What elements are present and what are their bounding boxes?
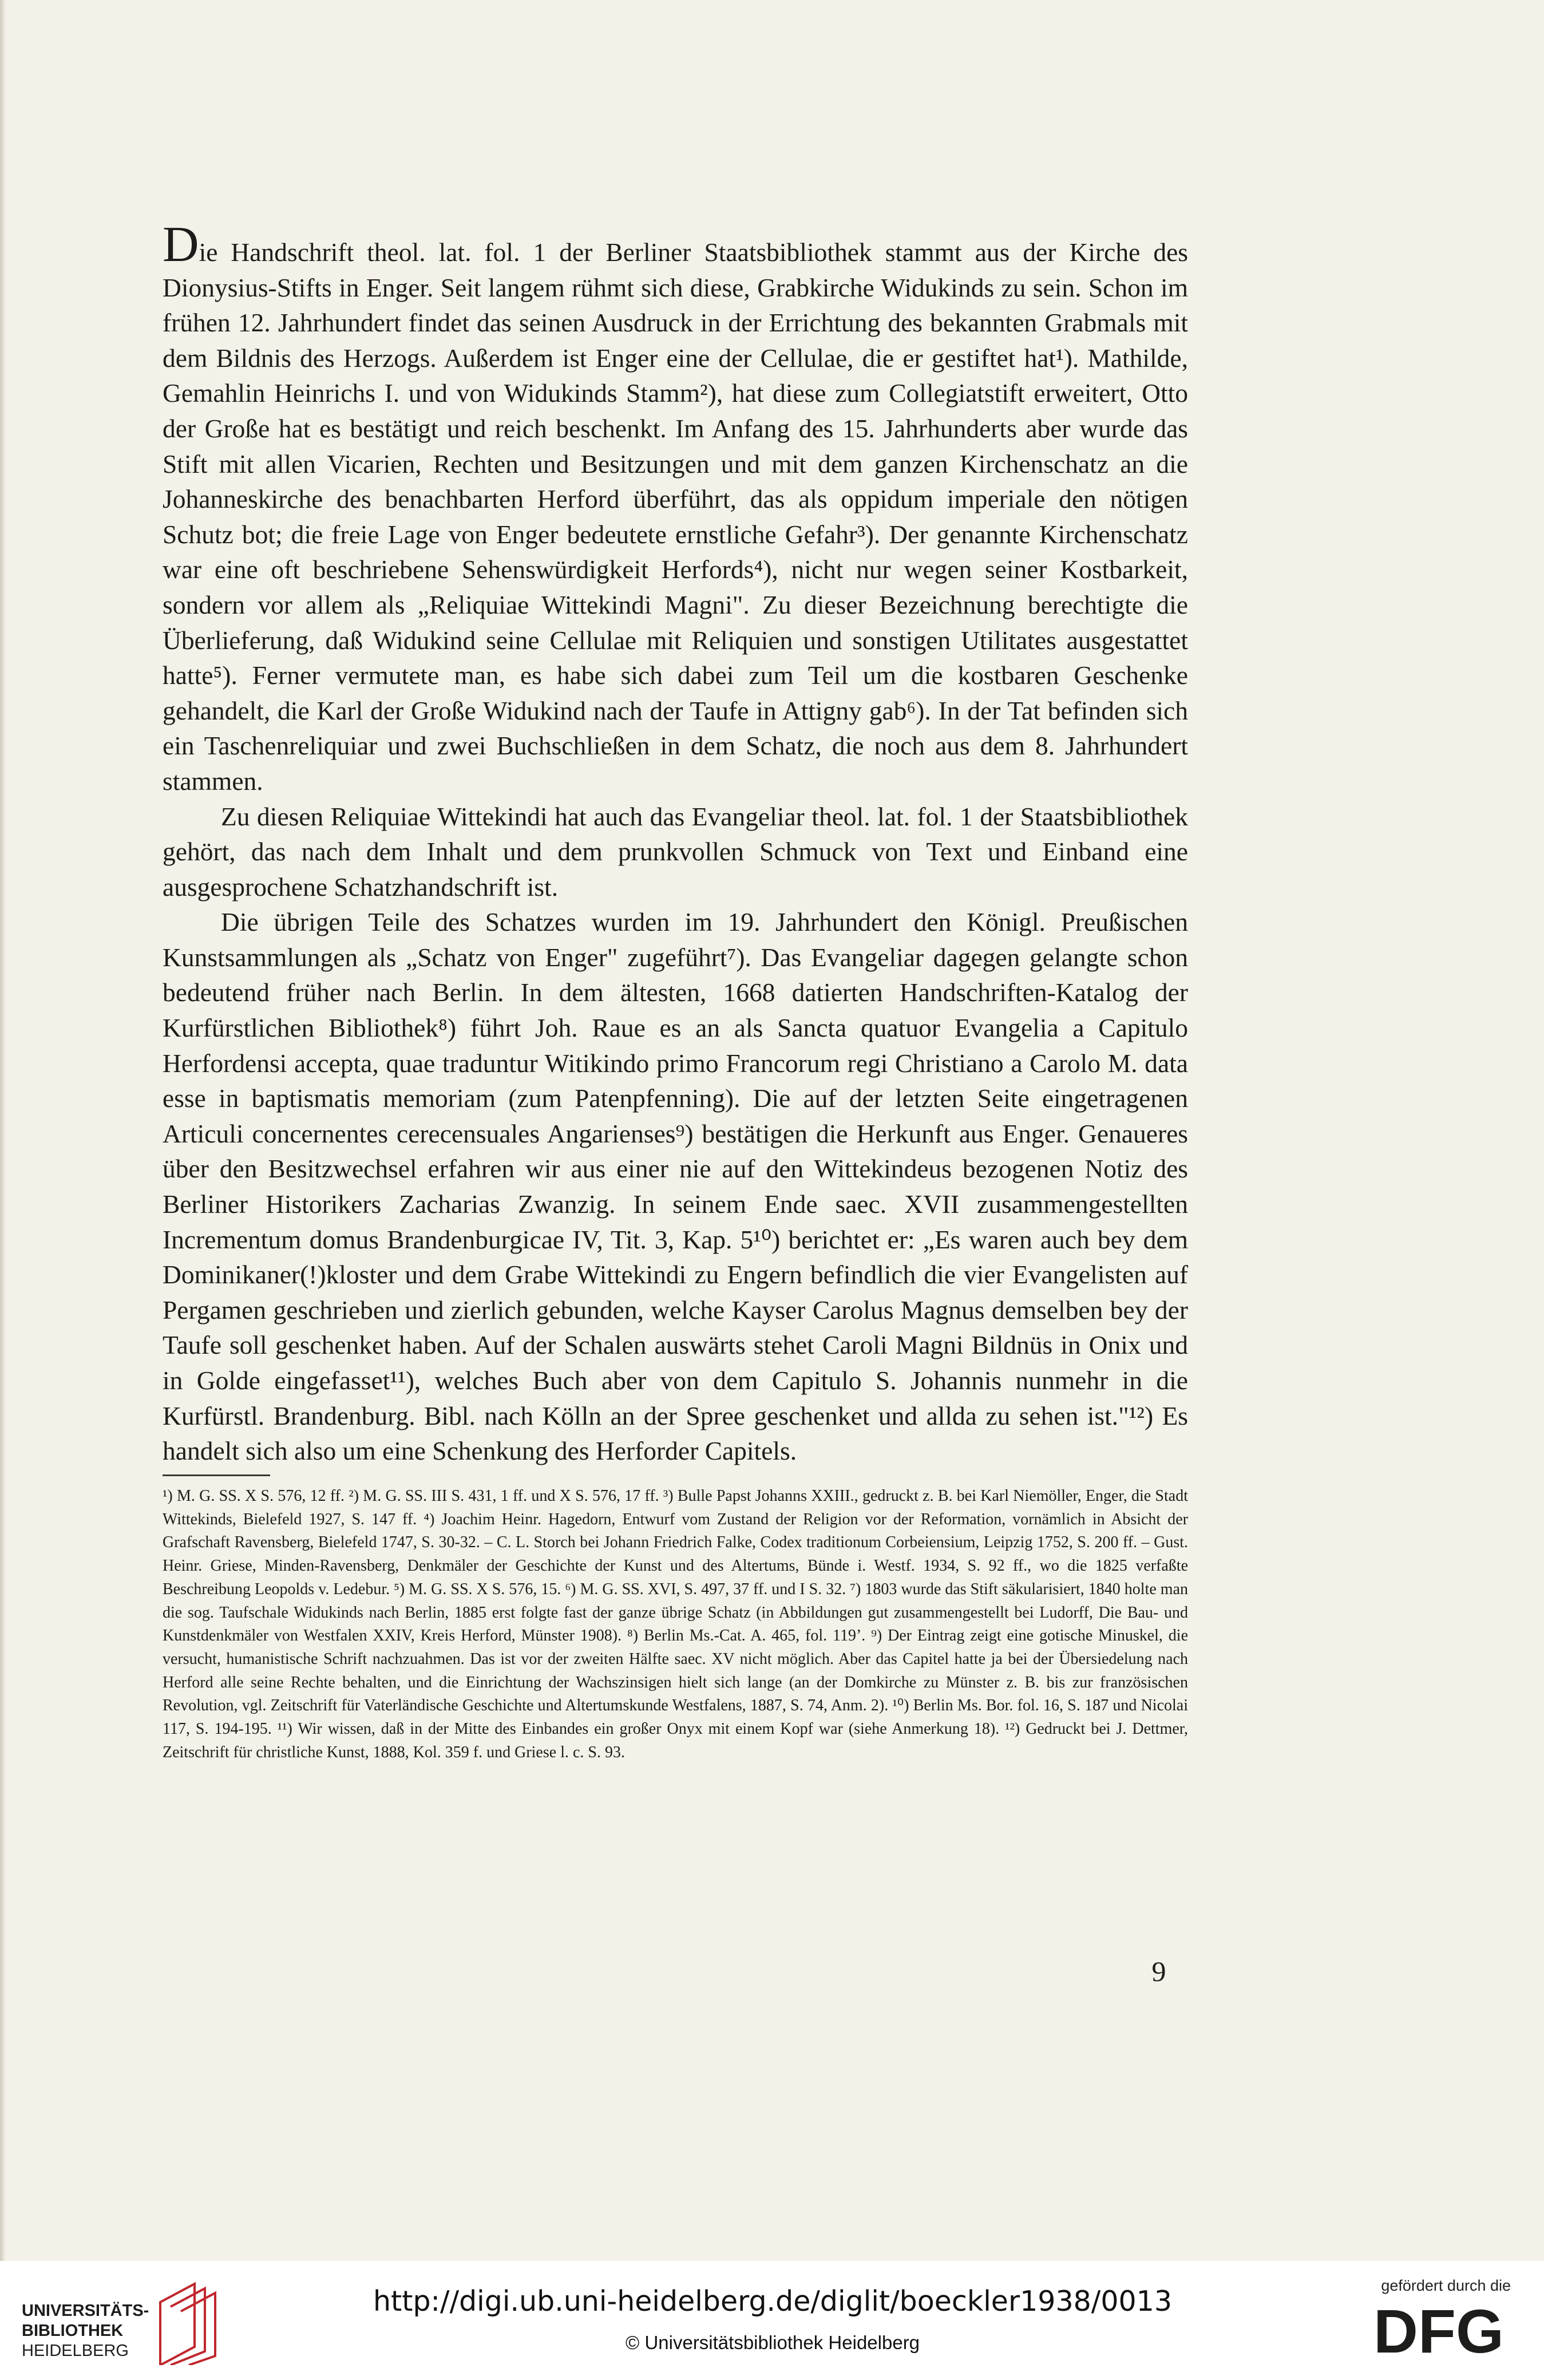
footer-bar <box>0 2261 1544 2380</box>
funder-caption: gefördert durch die <box>1381 2277 1511 2294</box>
paragraph-1 <box>163 217 1188 799</box>
copyright-notice: © Universitätsbibliothek Heidelberg <box>625 2332 920 2353</box>
library-emblem-icon <box>155 2279 223 2365</box>
drop-cap: D <box>163 217 199 272</box>
footnotes: ¹) M. G. SS. X S. 576, 12 ff. ²) M. G. SS. III S. 431, 1 ff. und X S. 576, 17 ff. ³) Bulle Papst Johanns XXIII., gedruckt z. B. bei Karl Niemöller, Enger, die Stadt Wittekinds, Bielefeld 1927, S. 147 ff. ⁴) Joachim Heinr. Hagedorn, Entwurf vom Zustand der Religion vor der Reformation, vornämlich in Absicht der Grafschaft Ravensberg, Bielefeld 1747, S. 30-32. – C. L. Storch bei Johann Friedrich Falke, Codex traditionum Corbeiensium, Leipzig 1752, S. 200 ff. – Gust. Heinr. Griese, Minden-Ravensberg, Denkmäler der Geschichte der Kunst und des Altertums, Bünde i. Westf. 1934, S. 92 ff., wo die 1825 verfaßte Beschreibung Leopolds v. Ledebur. ⁵) M. G. SS. X S. 576, 15. ⁶) M. G. SS. XVI, S. 497, 37 ff. und I S. 32. ⁷) 1803 wurde das Stift säkularisiert, 1840 holte man die sog. Taufschale Widukinds nach Berlin, 1885 erst folgte fast der ganze übrige Schatz (in Abbildungen gut zusammengestellt bei Ludorff, Die Bau- und Kunstdenkmäler von Westfalen XXIV, Kreis Herford, Münster 1908). ⁸) Berlin Ms.-Cat. A. 465, fol. 119ʼ. ⁹) Der Eintrag zeigt eine gotische Minuskel, die versucht, humanistische Schrift nachzuahmen. Das ist vor der zweiten Hälfte saec. XV nicht möglich. Aber das Capitel hatte ja bei der Übersiedelung nach Herford alle seine Rechte behalten, und die Einrichtung der Wachszinsigen hielt sich lange (an der Domkirche zu Münster z. B. bis zur französischen Revolution, vgl. Zeitschrift für Vaterländische Geschichte und Altertumskunde Westfalens, 1887, S. 74, Anm. 2). ¹⁰) Berlin Ms. Bor. fol. 16, S. 187 und Nicolai 117, S. 194-195. ¹¹) Wir wissen, daß in der Mitte des Einbandes ein großer Onyx mit einem Kopf war (siehe Anmerkung 18). ¹²) Gedruckt bei J. Dettmer, Zeitschrift für christliche Kunst, 1888, Kol. 359 f. und Griese l. c. S. 93. <box>163 1487 1188 1761</box>
dfg-logo-icon <box>1373 2302 1517 2359</box>
library-name <box>22 2301 149 2361</box>
library-name-line2: BIBLIOTHEK <box>22 2322 124 2340</box>
page-number: 9 <box>1151 1955 1166 1987</box>
footnote-rule <box>163 1474 270 1476</box>
permalink-url[interactable]: http://digi.ub.uni-heidelberg.de/diglit/boeckler1938/0013 <box>373 2285 1173 2318</box>
library-name-line1: UNIVERSITÄTS- <box>22 2302 149 2320</box>
library-logo[interactable] <box>22 2279 262 2365</box>
paragraph-3: Die übrigen Teile des Schatzes wurden im 19. Jahrhundert den Königl. Preußischen Kunstsammlungen als „Schatz von Enger" zugeführt⁷). Das Evangeliar dagegen gelangte schon bedeutend früher nach Berlin. In dem ältesten, 1668 datierten Handschriften-Katalog der Kurfürstlichen Bibliothek⁸) führt Joh. Raue es an als Sancta quatuor Evangelia a Capitulo Herfordensi accepta, quae traduntur Witikindo primo Francorum regi Christiano a Carolo M. data esse in baptismatis memoriam (zum Patenpfenning). Die auf der letzten Seite eingetragenen Articuli concernentes cerecensuales Angarienses⁹) bestätigen die Herkunft aus Enger. Genaueres über den Besitzwechsel erfahren wir aus einer nie auf den Wittekindeus bezogenen Notiz des Berliner Historikers Zacharias Zwanzig. In seinem Ende saec. XVII zusammengestellten Incrementum domus Brandenburgicae IV, Tit. 3, Kap. 5¹⁰) berichtet er: „Es waren auch bey dem Dominikaner(!)kloster und dem Grabe Wittekindi zu Engern befindlich die vier Evangelisten auf Pergamen geschrieben und zierlich gebunden, welche Kayser Carolus Magnus demselben bey der Taufe soll geschenket haben. Auf der Schalen auswärts stehet Caroli Magni Bildnüs in Onix und in Golde eingefasset¹¹), welches Buch aber von dem Capitulo S. Johannis nunmehr in die Kurfürstl. Brandenburg. Bibl. nach Kölln an der Spree geschenket und allda zu sehen ist."¹²) Es handelt sich also um eine Schenkung des Herforder Capitels. <box>163 907 1188 1466</box>
main-text <box>163 217 1188 1469</box>
library-name-line3: HEIDELBERG <box>22 2342 129 2360</box>
paragraph-2: Zu diesen Reliquiae Wittekindi hat auch das Evangeliar theol. lat. fol. 1 der Staatsbibliothek gehört, das nach dem Inhalt und dem prunkvollen Schmuck von Text und Einband eine ausgesprochene Schatzhandschrift ist. <box>163 801 1188 902</box>
dfg-logo-text: DFG <box>1373 2302 1504 2359</box>
paragraph-1-text: ie Handschrift theol. lat. fol. 1 der Berliner Staatsbibliothek stammt aus der Kirche des Dionysius-Stifts in Enger. Seit langem rühmt sich diese, Grabkirche Widukinds zu sein. Schon im frühen 12. Jahrhundert findet das seinen Ausdruck in der Errichtung des bekannten Grabmals mit dem Bildnis des Herzogs. Außerdem ist Enger eine der Cellulae, die er gestiftet hat¹). Mathilde, Gemahlin Heinrichs I. und von Widukinds Stamm²), hat diese zum Collegiatstift erweitert, Otto der Große hat es bestätigt und reich beschenkt. Im Anfang des 15. Jahrhunderts aber wurde das Stift mit allen Vicarien, Rechten und Besitzungen und mit dem ganzen Kirchenschatz an die Johanneskirche des benachbarten Herford überführt, das als oppidum imperiale den nötigen Schutz bot; die freie Lage von Enger bedeutete ernstliche Gefahr³). Der genannte Kirchenschatz war eine oft beschriebene Sehenswürdigkeit Herfords⁴), nicht nur wegen seiner Kostbarkeit, sondern vor allem als „Reliquiae Wittekindi Magni". Zu dieser Bezeichnung berechtigte die Überlieferung, daß Widukind seine Cellulae mit Reliquien und sonstigen Utilitates ausgestattet hatte⁵). Ferner vermutete man, es habe sich dabei zum Teil um die kostbaren Geschenke gehandelt, die Karl der Große Widukind nach der Taufe in Attigny gab⁶). In der Tat befinden sich ein Taschenreliquiar und zwei Buchschließen in dem Schatz, die noch aus dem 8. Jahrhundert stammen. <box>163 238 1188 796</box>
funder-logo[interactable] <box>1356 2277 1528 2363</box>
page-edge-shadow <box>0 0 6 2261</box>
